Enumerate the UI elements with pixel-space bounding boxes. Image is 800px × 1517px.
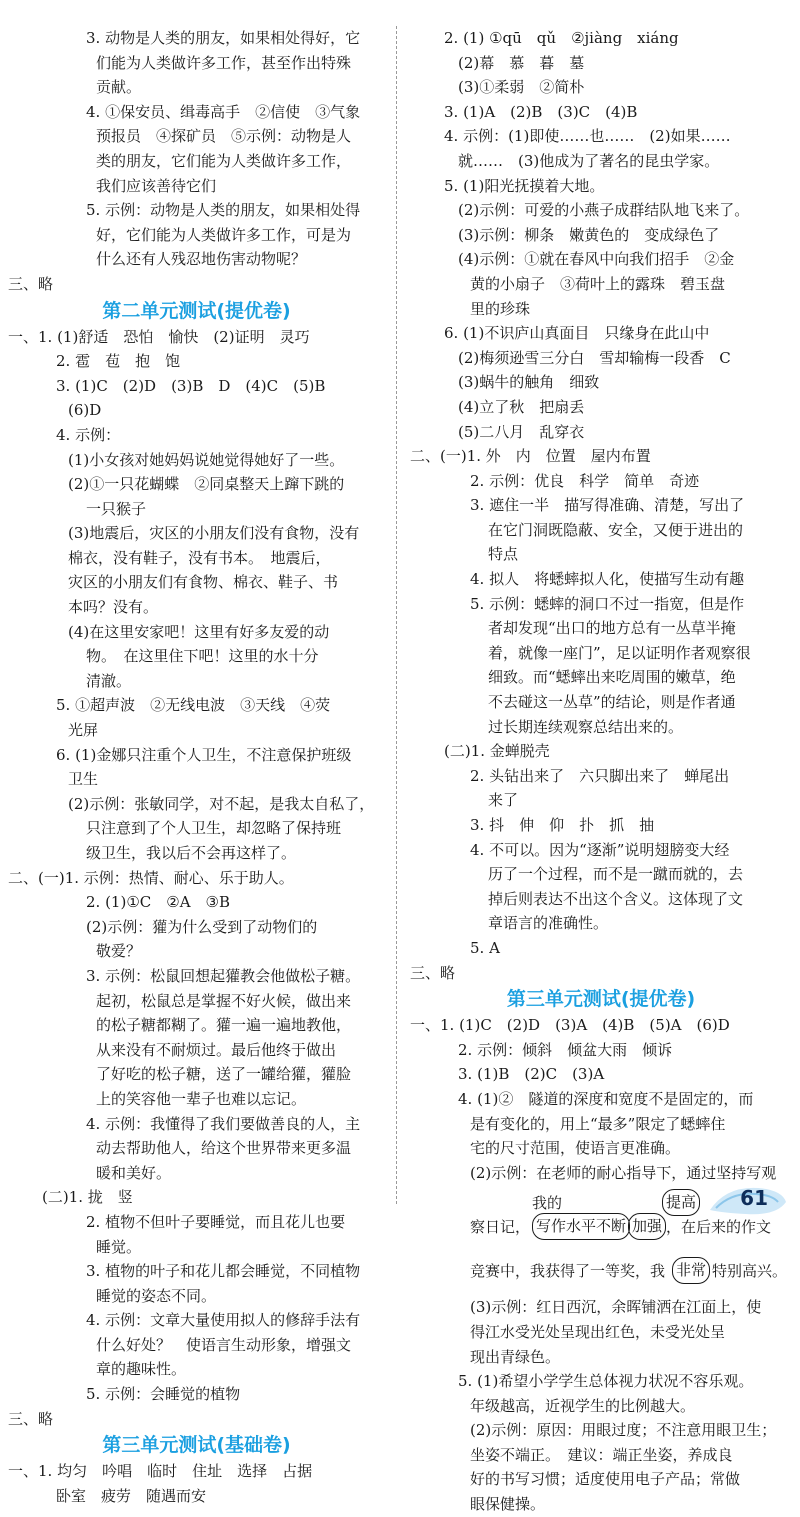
- answer-line: 来了: [488, 791, 519, 810]
- answer-line: 5. ①超声波 ②无线电波 ③天线 ④荧: [56, 696, 331, 715]
- answer-line: (4)立了秋 把扇丢: [458, 397, 585, 416]
- answer-line: 一、1. (1)C (2)D (3)A (4)B (5)A (6)D: [410, 1016, 730, 1035]
- answer-line: 黄的小扇子 ③荷叶上的露珠 碧玉盘: [470, 274, 726, 293]
- answer-line: 5. 示例：动物是人类的朋友，如果相处得: [86, 201, 361, 220]
- answer-line: 4. (1)② 隧道的深度和宽度不是固定的，而: [458, 1089, 754, 1108]
- answer-line: 三、略: [8, 1409, 54, 1428]
- answer-line: 3. (1)A (2)B (3)C (4)B: [444, 102, 638, 121]
- answer-line: 是有变化的，用上“最多”限定了蟋蟀住: [470, 1114, 726, 1133]
- sketch-line2b: 非常: [672, 1257, 710, 1284]
- answer-line: 好的书写习惯；适度使用电子产品；常做: [470, 1470, 741, 1489]
- answer-line: 4. 示例：(1)即使……也…… (2)如果……: [444, 127, 731, 146]
- answer-line: 2. 雹 苞 抱 饱: [56, 352, 181, 371]
- answer-line: 就…… (3)他成为了著名的昆虫学家。: [458, 151, 720, 170]
- answer-line: 2. 示例：优良 科学 简单 奇迹: [470, 471, 700, 490]
- answer-line: 卫生: [68, 770, 99, 789]
- answer-line: 只注意到了个人卫生，却忽略了保持班: [86, 819, 342, 838]
- answer-line: 不去碰这一丛草”的结论，则是作者通: [488, 693, 736, 712]
- answer-line: 睡觉。: [96, 1237, 142, 1256]
- answer-line: 2. 头钻出来了 六只脚出来了 蝉尾出: [470, 766, 730, 785]
- answer-line: 二、(一)1. 示例：热情、耐心、乐于助人。: [8, 868, 294, 887]
- answer-line: 4. 不可以。因为“逐渐”说明翅膀变大经: [470, 840, 730, 859]
- answer-line: 现出青绿色。: [470, 1347, 561, 1366]
- answer-line: 3. 动物是人类的朋友，如果相处得好，它: [86, 29, 361, 47]
- answer-line: 特点: [488, 545, 519, 564]
- answer-line: 过长期连续观察总结出来的。: [488, 717, 684, 736]
- answer-line: 敬爱？: [96, 942, 142, 961]
- page-number-badge: [706, 1180, 788, 1218]
- answer-line: 了好吃的松子糖，送了一罐给獾，獾脸: [96, 1065, 352, 1084]
- sketch-line1b: 写作水平不断: [532, 1213, 630, 1240]
- answer-line: (2)示例：在老师的耐心指导下，通过坚持写观: [470, 1163, 777, 1182]
- section-title-unit3-basic: 第三单元测试(基础卷): [102, 1434, 291, 1457]
- answer-line: 好，它们能为人类做许多工作，可是为: [96, 225, 352, 244]
- insert-word-1: 我的: [532, 1194, 563, 1213]
- answer-line: (2)示例：可爱的小燕子成群结队地飞来了。: [458, 201, 750, 220]
- answer-line: 上的笑容他一辈子也难以忘记。: [96, 1089, 307, 1108]
- answer-line: (4)示例：①就在春风中向我们招手 ②金: [458, 250, 735, 269]
- answer-line: 2. 植物不但叶子要睡觉，而且花儿也要: [86, 1212, 346, 1231]
- answer-line: 6. (1)不识庐山真面目 只缘身在此山中: [444, 324, 710, 343]
- answer-line: (2)①一只花蝴蝶 ②同桌整天上蹿下跳的: [68, 475, 345, 494]
- answer-line: 贡献。: [96, 78, 142, 97]
- answer-line: 起初，松鼠总是掌握不好火候，做出来: [96, 991, 352, 1010]
- section-title-unit2-advanced: 第二单元测试(提优卷): [102, 299, 291, 322]
- answer-line: 三、略: [410, 963, 456, 982]
- right-column: [410, 26, 792, 1517]
- answer-line: 里的珍珠: [470, 299, 531, 318]
- answer-line: (2)幕 慕 暮 墓: [458, 53, 585, 72]
- answer-line: 4. 示例：我懂得了我们要做善良的人，主: [86, 1114, 361, 1133]
- sketch-line1d: ，在后来的作文: [666, 1218, 772, 1237]
- right-block-unit3-basic: [410, 26, 792, 985]
- answer-line: 一只猴子: [86, 499, 147, 518]
- answer-line: (3)地震后，灾区的小朋友们没有食物，没有: [68, 524, 360, 543]
- answer-line: 什么还有人残忍地伤害动物呢？: [96, 250, 307, 269]
- answer-line: 级卫生，我以后不会再这样了。: [86, 844, 297, 862]
- answer-line: 2. (1)①C ②A ③B: [86, 893, 231, 912]
- answer-line: 坐姿不端正。 建议：端正坐姿，养成良: [470, 1445, 733, 1464]
- answer-line: 3. (1)C (2)D (3)B D (4)C (5)B: [56, 376, 326, 395]
- answer-line: 动去帮助他人，给这个世界带来更多温: [96, 1139, 352, 1158]
- right-block-unit3-advanced: [410, 1013, 792, 1185]
- answer-line: (5)二八月 乱穿衣: [458, 422, 585, 441]
- answer-line: 4. 示例：文章大量使用拟人的修辞手法有: [86, 1311, 361, 1330]
- answer-line: 4. ①保安员、缉毒高手 ②信使 ③气象: [86, 102, 361, 121]
- answer-line: 在它门洞既隐蔽、安全，又便于进出的: [488, 520, 744, 539]
- answer-line: 2. 示例：倾斜 倾盆大雨 倾诉: [458, 1040, 673, 1059]
- answer-line: 4. 示例：: [56, 425, 121, 444]
- answer-line: 2. (1) ①qū qǔ ②jiàng xiáng: [444, 29, 679, 47]
- sketch-line2c: 特别高兴。: [712, 1262, 788, 1281]
- answer-line: 从来没有不耐烦过。最后他终于做出: [96, 1040, 337, 1059]
- left-column: [8, 26, 385, 1508]
- answer-line: 6. (1)金娜只注重个人卫生，不注意保护班级: [56, 745, 352, 764]
- answer-line: (1)小女孩对她妈妈说她觉得她好了一些。: [68, 450, 345, 469]
- answer-line: (2)示例：张敏同学，对不起，是我太自私了，: [68, 794, 375, 813]
- answer-line: 3. 植物的叶子和花儿都会睡觉，不同植物: [86, 1262, 361, 1281]
- answer-line: 5. 示例：蟋蟀的洞口不过一指宽，但是作: [470, 594, 745, 613]
- answer-line: 者却发现“出口的地方总有一丛草半掩: [488, 619, 736, 638]
- right-block-unit3-advanced-tail: [410, 1295, 792, 1516]
- answer-line: (2)示例：獾为什么受到了动物们的: [86, 917, 318, 936]
- answer-line: 3. (1)B (2)C (3)A: [458, 1065, 605, 1084]
- answer-line: (3)示例：柳条 嫩黄色的 变成绿色了: [458, 225, 720, 244]
- answer-line: 棉衣，没有鞋子，没有书本。 地震后，: [68, 548, 331, 567]
- answer-line: 清澈。: [86, 671, 132, 690]
- answer-line: 4. 拟人 将蟋蟀拟人化，使描写生动有趣: [470, 570, 745, 589]
- answer-line: 我们应该善待它们: [96, 176, 217, 195]
- answer-line: 一、1. (1)舒适 恐怕 愉快 (2)证明 灵巧: [8, 327, 310, 346]
- answer-line: 暖和美好。: [96, 1163, 172, 1182]
- answer-line: 二、(一)1. 外 内 位置 屋内布置: [410, 447, 651, 466]
- answer-line: (二)1. 金蝉脱壳: [444, 742, 550, 761]
- answer-line: (4)在这里安家吧！这里有好多友爱的动: [68, 622, 330, 641]
- answer-line: (二)1. 拢 竖: [42, 1188, 133, 1207]
- answer-line: 细致。而“蟋蟀出来吃周围的嫩草，绝: [488, 668, 736, 687]
- answer-line: 着，就像一座门”，足以证明作者观察很: [488, 643, 751, 662]
- answer-line: 预报员 ④探矿员 ⑤示例：动物是人: [96, 127, 352, 146]
- left-block-unit3-basic: [8, 1459, 385, 1508]
- answer-line: 们能为人类做许多工作，甚至作出特殊: [96, 53, 352, 72]
- answer-line: 5. (1)阳光抚摸着大地。: [444, 176, 605, 195]
- answer-line: (6)D: [68, 401, 102, 420]
- answer-line: 灾区的小朋友们有食物、棉衣、鞋子、书: [68, 573, 339, 592]
- answer-line: 的松子糖都糊了。獾一遍一遍地教他，: [96, 1016, 352, 1035]
- answer-line: 5. (1)希望小学学生总体视力状况不容乐观。: [458, 1372, 754, 1391]
- sketch-line1c: 加强: [628, 1213, 666, 1240]
- answer-line: (2)示例：原因：用眼过度；不注意用眼卫生；: [470, 1421, 777, 1440]
- answer-line: 5. 示例：会睡觉的植物: [86, 1385, 241, 1404]
- answer-line: 章的趣味性。: [96, 1360, 187, 1379]
- answer-line: 本吗？没有。: [68, 598, 159, 617]
- answer-line: 年级越高，近视学生的比例越大。: [470, 1396, 696, 1415]
- answer-line: (3)①柔弱 ②简朴: [458, 78, 585, 97]
- answer-line: 三、略: [8, 274, 54, 293]
- column-divider: [396, 26, 397, 1204]
- answer-line: 类的朋友，它们能为人类做许多工作，: [96, 151, 352, 170]
- answer-line: 历了一个过程，而不是一蹴而就的，去: [488, 865, 744, 884]
- left-block-unit1-tail: [8, 26, 385, 297]
- answer-line: 得江水受光处呈现出红色，未受光处呈: [470, 1322, 726, 1341]
- answer-line: 卧室 疲劳 随遇而安: [56, 1486, 207, 1505]
- section-title-unit3-advanced: 第三单元测试(提优卷): [506, 988, 696, 1011]
- answer-line: (3)蜗牛的触角 细致: [458, 373, 600, 392]
- answer-line: (2)梅须逊雪三分白 雪却输梅一段香 C: [458, 348, 731, 367]
- answer-line: 睡觉的姿态不同。: [96, 1286, 217, 1305]
- sketch-line2a: 竞赛中，我获得了一等奖，我: [470, 1262, 666, 1281]
- answer-line: 3. 遮住一半 描写得准确、清楚，写出了: [470, 496, 745, 515]
- left-block-unit2: [8, 325, 385, 1432]
- answer-line: 章语言的准确性。: [488, 914, 609, 933]
- answer-line: (3)示例：红日西沉，余晖铺洒在江面上，使: [470, 1298, 762, 1317]
- answer-line: 3. 抖 伸 仰 扑 抓 抽: [470, 816, 655, 834]
- page-number: 61: [740, 1186, 768, 1210]
- answer-line: 物。 在这里住下吧！这里的水十分: [86, 647, 319, 666]
- answer-line: 5. A: [470, 938, 500, 957]
- insert-word-2: 提高: [662, 1189, 700, 1216]
- answer-line: 光屏: [68, 721, 99, 740]
- answer-line: 3. 示例：松鼠回想起獾教会他做松子糖。: [86, 966, 361, 985]
- sketch-line1a: 察日记，: [470, 1218, 531, 1237]
- answer-line: 宅的尺寸范围，使语言更准确。: [470, 1139, 681, 1158]
- answer-line: 一、1. 均匀 吟唱 临时 住址 选择 占据: [8, 1462, 313, 1481]
- answer-line: 掉后则表达不出这个含义。这体现了文: [488, 889, 744, 908]
- answer-line: 眼保健操。: [470, 1495, 546, 1514]
- answer-line: 什么好处？ 使语言生动形象，增强文: [96, 1335, 352, 1354]
